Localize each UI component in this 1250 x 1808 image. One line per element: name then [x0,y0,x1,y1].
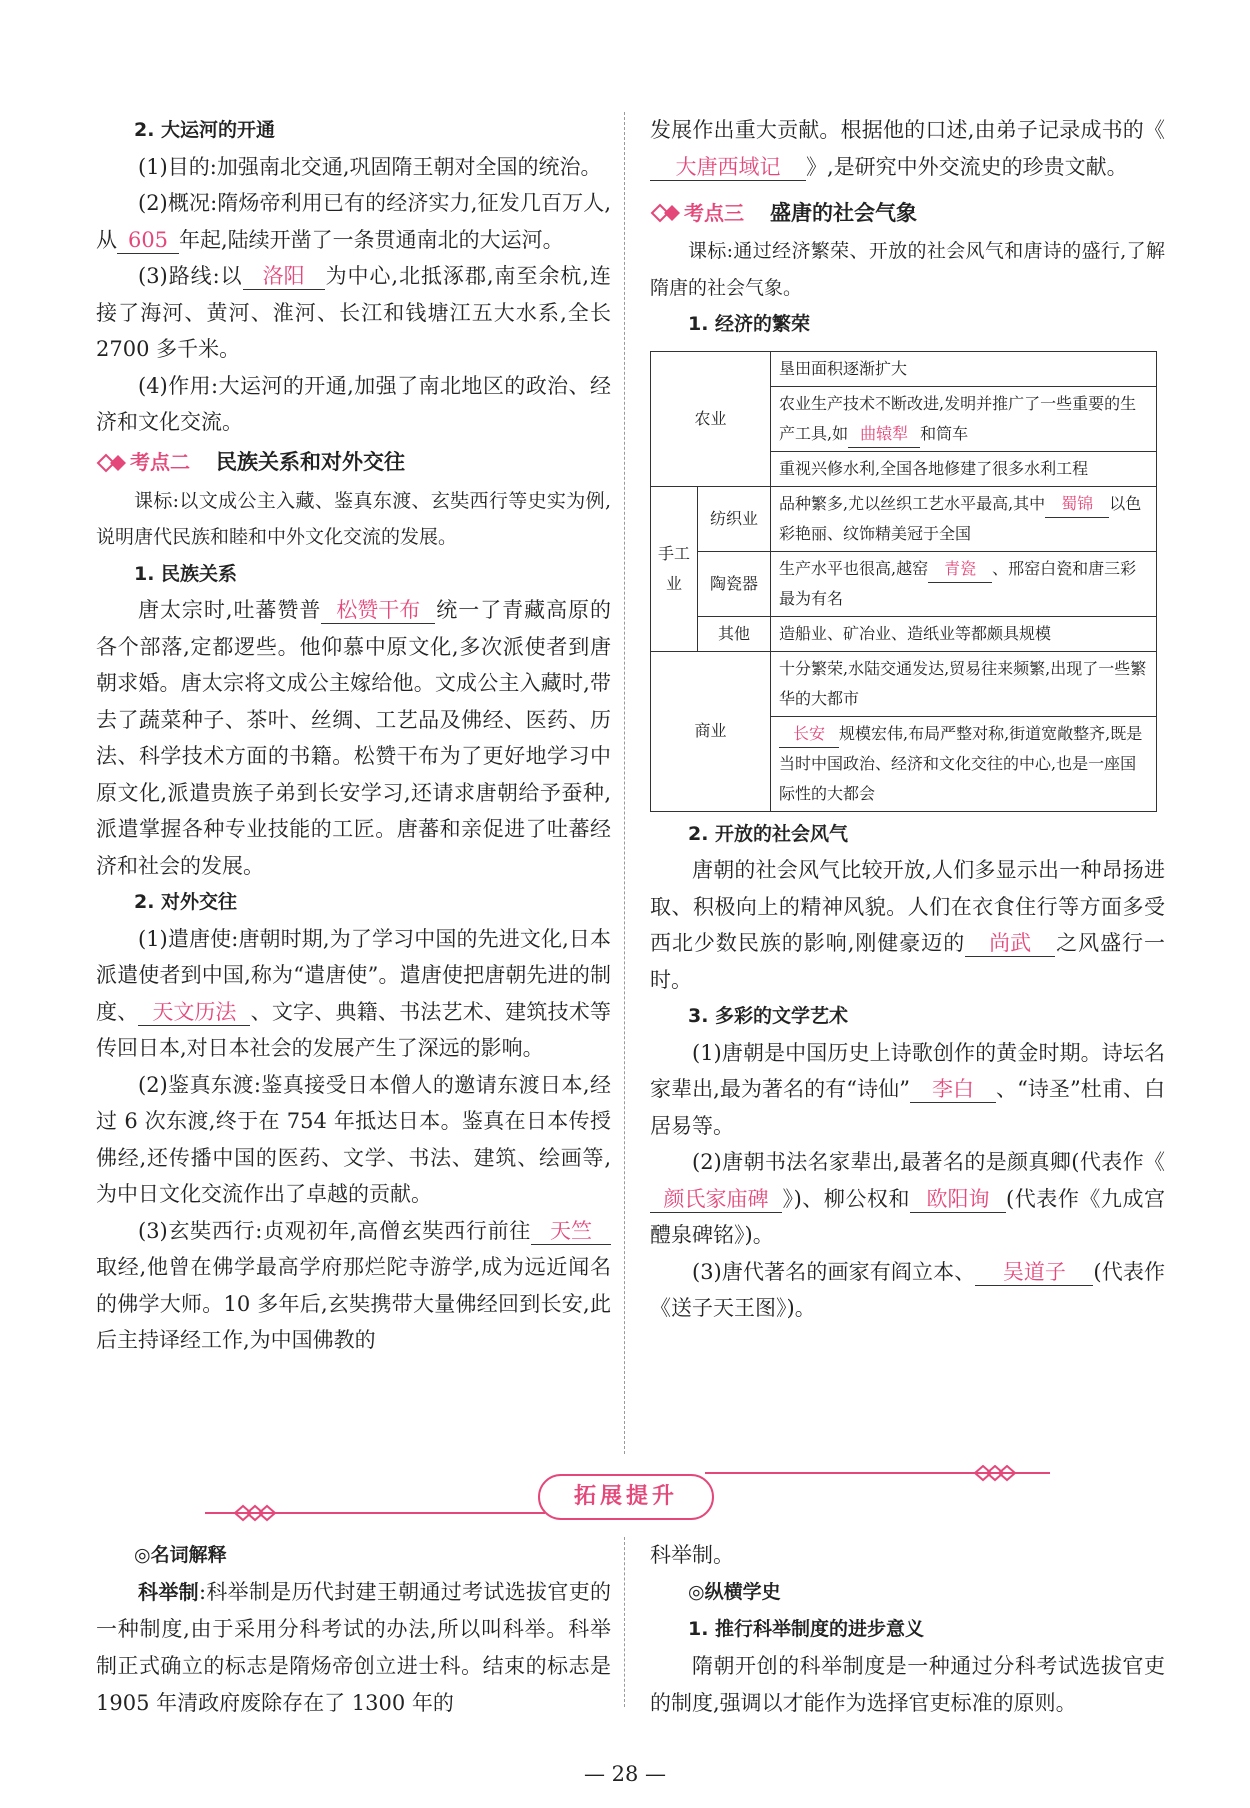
table-row [651,616,1157,651]
key-point-header [96,443,611,483]
paragraph: 唐朝的社会风气比较开放,人们多显示出一种昂扬进取、积极向上的精神风貌。人们在衣食住行等方面多受西北少数民族的影响,刚健豪迈的 尚武 之风盛行一时。 [650,858,1165,992]
left-column [96,112,611,1359]
paragraph: (2)概况:隋炀帝利用已有的经济实力,征发几百万人,从 605 年起,陆续开凿了一条贯通南北的大运河。 [96,191,611,252]
section-heading: 1. 经济的繁荣 [688,313,811,335]
banner-title: 拓展提升 [573,1484,678,1509]
table-cell: 重视兴修水利,全国各地修建了很多水利工程 [771,451,1157,486]
column-divider [624,1537,625,1707]
bottom-left-column [96,1537,611,1722]
answer-blank: 颜氏家庙碑 [650,1186,782,1213]
answer-blank: 尚武 [965,930,1055,957]
paragraph: 科举制。 [650,1543,734,1567]
table-row [651,551,1157,616]
paragraph: (3)唐代著名的画家有阎立本、 吴道子 (代表作《送子天王图》)。 [650,1259,1165,1320]
table-row [651,486,1157,551]
table-row [651,351,1157,386]
section-heading: 1. 民族关系 [134,562,238,585]
table-cell: 十分繁荣,水陆交通发达,贸易往来频繁,出现了一些繁华的大都市 [771,651,1157,716]
section-heading: ◎名词解释 [134,1544,227,1566]
answer-blank: 松赞干布 [321,597,435,624]
section-heading: ◎纵横学史 [688,1581,781,1603]
curriculum-standard: 课标:以文成公主入藏、鉴真东渡、玄奘西行等史实为例,说明唐代民族和睦和中外文化交流的发展。 [96,489,611,548]
table-cell: 农业 [651,351,771,486]
key-point-tag: 考点三 [650,195,744,232]
table-cell: 商业 [651,651,771,811]
paragraph: (3)路线:以 洛阳 为中心,北抵涿郡,南至余杭,连接了海河、黄河、淮河、长江和钱塘江五大水系,全长 2700 多千米。 [96,264,611,361]
paragraph: (3)玄奘西行:贞观初年,高僧玄奘西行前往 天竺取经,他曾在佛学最高学府那烂陀寺游学,成为远近闻名的佛学大师。10 多年后,玄奘携带大量佛经回到长安,此后主持译经工作,为中国佛教的 [96,1218,611,1352]
answer-blank: 洛阳 [243,263,325,290]
key-point-title: 民族关系和对外交往 [216,450,405,475]
section-heading: 2. 对外交往 [134,891,238,913]
answer-blank: 天文历法 [138,999,250,1026]
paragraph: 隋朝开创的科举制度是一种通过分科考试选拔官吏的制度,强调以才能作为选择官吏标准的原则。 [650,1654,1165,1715]
economy-table [650,351,1157,812]
table-cell: 农业生产技术不断改进,发明并推广了一些重要的生产工具,如 曲辕犁 和筒车 [771,386,1157,451]
paragraph: (1)遣唐使:唐朝时期,为了学习中国的先进文化,日本派遣使者到中国,称为“遣唐使”。遣唐使把唐朝先进的制度、 天文历法 、文字、典籍、书法艺术、建筑技术等传回日本,对日本社会的发展产生了深远的影响。 [96,926,611,1060]
table-row [651,651,1157,716]
table-cell: 手工业 [651,486,698,651]
paragraph: 唐太宗时,吐蕃赞普 松赞干布 统一了青藏高原的各个部落,定都逻些。他仰慕中原文化,多次派使者到唐朝求婚。唐太宗将文成公主嫁给他。文成公主入藏时,带去了蔬菜种子、茶叶、丝绸、工艺品及佛经、医药、历法、科学技术方面的书籍。松赞干布为了更好地学习中原文化,派遣贵族子弟到长安学习,还请求唐朝给予蚕种,派遣掌握各种专业技能的工匠。唐蕃和亲促进了吐蕃经济和社会的发展。 [96,598,611,878]
bottom-right-column [650,1537,1165,1722]
answer-blank: 605 [117,227,179,254]
paragraph: (1)目的:加强南北交通,巩固隋王朝对全国的统治。 [138,154,602,179]
page-number: — 28 — [583,1762,667,1786]
section-heading: 2. 大运河的开通 [134,119,276,141]
column-divider [624,112,625,1454]
answer-blank: 吴道子 [975,1259,1093,1286]
section-heading: 3. 多彩的文学艺术 [688,1005,849,1027]
right-column [650,112,1165,1327]
curriculum-standard: 课标:通过经济繁荣、开放的社会风气和唐诗的盛行,了解隋唐的社会气象。 [650,240,1165,299]
answer-blank: 天竺 [531,1218,611,1245]
paragraph: (1)唐朝是中国历史上诗歌创作的黄金时期。诗坛名家辈出,最为著名的有“诗仙” 李白 、“诗圣”杜甫、白居易等。 [650,1040,1165,1138]
diamond-icon [96,453,130,473]
key-point-tag: 考点二 [96,444,190,481]
key-point-title: 盛唐的社会气象 [770,200,917,225]
paragraph: (2)鉴真东渡:鉴真接受日本僧人的邀请东渡日本,经过 6 次东渡,终于在 754 年抵达日本。鉴真在日本传授佛经,还传播中国的医药、文学、书法、建筑、绘画等,为中日文化交流作出了卓越的贡献。 [96,1072,611,1206]
section-heading: 1. 推行科举制度的进步意义 [688,1618,925,1640]
table-cell: 长安 规模宏伟,布局严整对称,街道宽敞整齐,既是当时中国政治、经济和文化交往的中心,也是一座国际性的大都会 [771,716,1157,811]
diamond-icon [650,203,684,223]
answer-blank: 欧阳询 [910,1186,1006,1213]
answer-blank: 蜀锦 [1045,491,1109,518]
section-heading: 2. 开放的社会风气 [688,822,849,845]
answer-blank: 长安 [779,721,839,748]
paragraph: (4)作用:大运河的开通,加强了南北地区的政治、经济和文化交流。 [96,373,611,434]
paragraph: 发展作出重大贡献。根据他的口述,由弟子记录成书的《大唐西域记 》,是研究中外交流史的珍贵文献。 [650,118,1165,179]
table-cell: 造船业、矿冶业、造纸业等都颇具规模 [771,616,1157,651]
table-cell: 纺织业 [698,486,771,551]
table-cell: 垦田面积逐渐扩大 [771,351,1157,386]
table-cell: 其他 [698,616,771,651]
answer-blank: 青瓷 [928,556,992,583]
answer-blank: 大唐西域记 [650,154,806,181]
table-cell: 陶瓷器 [698,551,771,616]
table-cell: 生产水平也很高,越窑 青瓷 、邢窑白瓷和唐三彩最为有名 [771,551,1157,616]
table-cell: 品种繁多,尤以丝织工艺水平最高,其中 蜀锦 以色彩艳丽、纹饰精美冠于全国 [771,486,1157,551]
answer-blank: 李白 [910,1076,996,1103]
paragraph: (2)唐朝书法名家辈出,最著名的是颜真卿(代表作《颜氏家庙碑 》)、柳公权和 欧阳询 (代表作《九成宫醴泉碑铭》)。 [650,1150,1165,1247]
answer-blank: 曲辕犁 [848,421,920,448]
paragraph: 科举制:科举制是历代封建王朝通过考试选拔官吏的一种制度,由于采用分科考试的办法,所以叫科举。科举制正式确立的标志是隋炀帝创立进士科。结束的标志是 1905 年清政府废除存在了 1300 年的 [96,1580,612,1715]
key-point-header [650,193,1165,233]
